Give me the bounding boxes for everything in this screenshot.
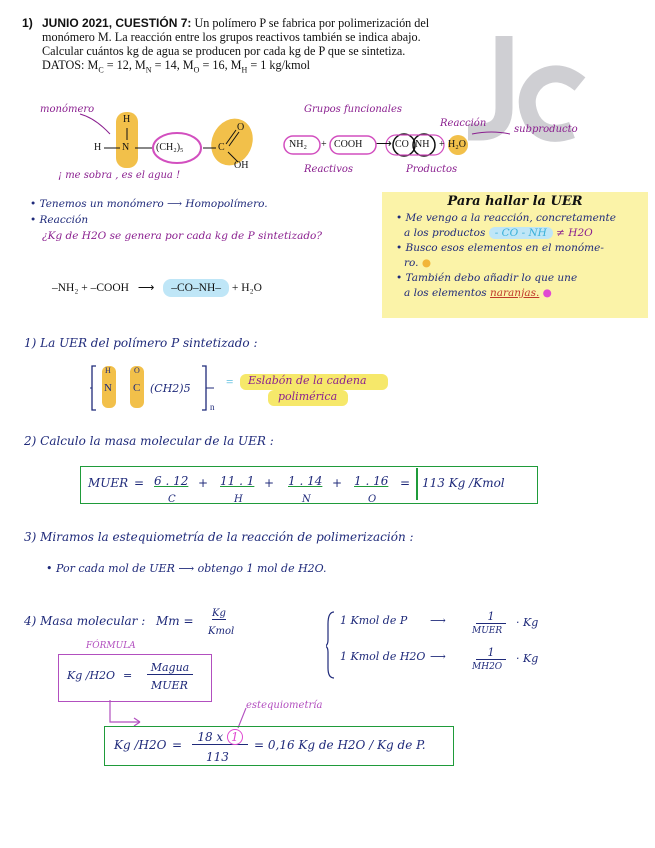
term-h: 11 . 1 [220, 474, 255, 488]
bullets [30, 196, 322, 244]
final-equation: Kg /H2O = 18 x 1 113 = 0,16 Kg de H2O / Kg de P. [114, 730, 426, 764]
bullet-2: • Reacción [30, 214, 89, 226]
question-line-3: Calcular cuántos kg de agua se producen por cada kg de P que se sintetiza. [42, 44, 406, 58]
monomer-c: C [218, 142, 225, 153]
final-denominator: 113 [206, 750, 229, 764]
productos-label: Productos [406, 164, 458, 175]
monomer-h-top: H [123, 114, 131, 125]
reactivos-label: Reactivos [304, 164, 354, 175]
question-number: 1) [22, 16, 33, 30]
monomer-note: ¡ me sobra , es el agua ! [58, 170, 181, 181]
reaction-scheme [282, 104, 612, 184]
term-o: 1 . 16 [354, 474, 389, 488]
unit-ch2: (CH2)5 [150, 382, 191, 395]
reaccion-label: Reacción [440, 118, 487, 129]
monomer-ch2: (CH₂)₅ [156, 142, 184, 153]
final-numerator: 18 x 1 [192, 730, 248, 745]
unit-o: O [134, 366, 140, 375]
unit-h: H [105, 366, 111, 375]
unit-c: C [133, 382, 141, 394]
bullet-2-question: ¿Kg de H2O se genera por cada kg de P sintetizado? [42, 230, 322, 242]
question-line-2: monómero M. La reacción entre los grupos reactivos también se indica abajo. [42, 30, 421, 44]
monomer-label: monómero [40, 104, 95, 115]
monomer-h-left: H [94, 142, 102, 153]
formula-box: Kg /H2O = Magua MUER [58, 654, 212, 702]
step1-title: 1) La UER del polímero P sintetizado : [24, 336, 258, 350]
monomer-n: N [122, 142, 130, 153]
step3-title: 3) Miramos la estequiometría de la reacción de polimerización : [24, 530, 414, 544]
step2-equation: MUER = 6 . 12 C + 11 . 1 H + 1 . 14 N + 1 . 16 O = 113 Kg /Kmol [88, 474, 505, 505]
nh-group: NH [415, 139, 430, 150]
question-line-1: Un polímero P se fabrica por polimerización del [194, 16, 430, 30]
question-heading: JUNIO 2021, CUESTIÓN 7: [42, 16, 192, 30]
step4-relations: 1 Kmol de P ⟶ 1 MUER · Kg 1 Kmol de H2O ⟶ 1 MH2O · Kg [326, 610, 566, 686]
final-result: = 0,16 Kg de H2O / Kg de P. [254, 738, 426, 752]
reaction-line-highlight: –CO–NH– [163, 279, 229, 297]
subproducto-label: subproducto [514, 124, 578, 135]
esteq-label: estequiometría [246, 700, 323, 711]
ver-hint-box: Para hallar la UER • Me vengo a la reacción, concretamente a los productos - CO - NH ≠ H2O • Busco esos elementos en el monóme- ro. ● • También debo añadir lo que une a los elementos naranjas. ● [382, 192, 648, 318]
step3-bullet: • Por cada mol de UER ⟶ obtengo 1 mol de H2O. [46, 562, 327, 575]
mm-kmol: Kmol [208, 626, 235, 637]
unit-n-sub: n [210, 402, 215, 412]
reaction-line: –NH₂ + –COOH ⟶ –CO–NH– + H₂O [52, 280, 262, 294]
monomer-diagram [40, 104, 270, 184]
step4-molar-mass [24, 608, 284, 654]
cooh-group: COOH [334, 139, 363, 150]
ver-box-title: Para hallar la UER [447, 194, 583, 209]
datos-values: $M_C = 12$, $M_N = 14$, $M_O = 16$, $M_H = 1$ kg/kmol [87, 58, 311, 75]
nh2-group: NH₂ [289, 139, 307, 150]
step1-equals: = [226, 374, 234, 389]
reaction-arrow: ⟶ [376, 138, 392, 150]
step4-title: 4) Masa molecular : [24, 614, 146, 628]
step1-note-b: polimérica [278, 390, 338, 403]
grupos-label: Grupos funcionales [304, 104, 402, 115]
relations-brace [326, 610, 336, 680]
co-group: CO [395, 139, 409, 150]
formula-label: FÓRMULA [86, 641, 136, 651]
step2-divider [416, 468, 418, 500]
step2-title: 2) Calculo la masa molecular de la UER : [24, 434, 274, 448]
h2o-group: H₂O [448, 139, 466, 150]
step1-note-a: Eslabón de la cadena [248, 374, 367, 387]
muer-label: MUER [88, 476, 129, 490]
step1-unit [90, 360, 390, 416]
plus-2: + [439, 139, 445, 150]
datos-label: DATOS: [42, 58, 85, 72]
bullet-1: • Tenemos un monómero ⟶ Homopolímero. [30, 198, 268, 210]
monomer-oh: OH [234, 160, 249, 171]
term-c: 6 . 12 [154, 474, 189, 488]
unit-n: N [104, 382, 112, 394]
plus-1: + [321, 139, 327, 150]
mm-label: Mm = [156, 614, 194, 628]
muer-result: 113 Kg /Kmol [422, 476, 505, 490]
term-n: 1 . 14 [288, 474, 323, 488]
mm-kg: Kg [212, 608, 226, 619]
monomer-o: O [237, 122, 245, 133]
question-statement [22, 16, 542, 77]
